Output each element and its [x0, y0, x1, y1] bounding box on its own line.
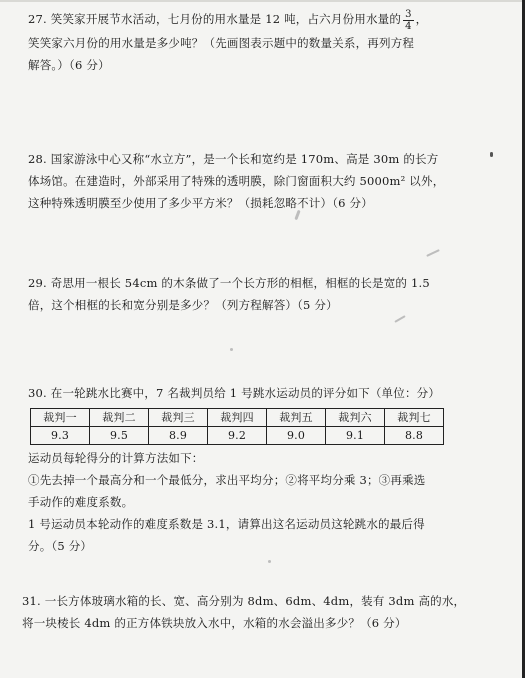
question-28-line: 体场馆。在建造时，外部采用了特殊的透明膜，除门窗面积大约 5000m² 以外， — [28, 174, 445, 188]
question-30-line: 分。（5 分） — [28, 539, 93, 553]
question-31-line: 31. 一长方体玻璃水箱的长、宽、高分别为 8dm、6dm、4dm，装有 3dm 高的水， — [22, 594, 466, 608]
score-cell: 9.3 — [31, 427, 90, 445]
scan-mark — [426, 249, 440, 257]
question-31-line: 将一块棱长 4dm 的正方体铁块放入水中，水箱的水会溢出多少？（6 分） — [22, 616, 407, 630]
scores-row — [31, 427, 444, 445]
score-cell: 8.8 — [385, 427, 444, 445]
question-28-line: 28. 国家游泳中心又称“水立方”，是一个长和宽约是 170m、高是 30m 的长方 — [28, 152, 439, 166]
score-cell: 9.2 — [208, 427, 267, 445]
judge-header-cell: 裁判二 — [90, 409, 149, 427]
score-cell: 9.5 — [90, 427, 149, 445]
question-30-line: 1 号运动员本轮动作的难度系数是 3.1，请算出这名运动员这轮跳水的最后得 — [28, 517, 425, 531]
question-31 — [22, 590, 503, 634]
question-28-line: 这种特殊透明膜至少使用了多少平方米？（损耗忽略不计）（6 分） — [28, 196, 373, 210]
judges-score-table — [30, 408, 444, 445]
fraction-numerator: 3 — [405, 8, 412, 20]
question-27-text: ， — [415, 12, 428, 26]
scan-mark — [230, 348, 233, 351]
question-28 — [28, 148, 503, 214]
method-line: ①先去掉一个最高分和一个最低分，求出平均分；②将平均分乘 3；③再乘选 — [28, 473, 426, 487]
judge-header-cell: 裁判七 — [385, 409, 444, 427]
question-27-line: 解答。）（6 分） — [28, 57, 110, 72]
judge-header-cell: 裁判四 — [208, 409, 267, 427]
judge-header-cell: 裁判五 — [267, 409, 326, 427]
question-30-intro: 30. 在一轮跳水比赛中，7 名裁判员给 1 号跳水运动员的评分如下（单位：分） — [28, 386, 441, 400]
question-29 — [28, 272, 503, 316]
question-29-line: 倍，这个相框的长和宽分别是多少？（列方程解答）（5 分） — [28, 298, 338, 312]
question-27-text: 27. 笑笑家开展节水活动，七月份的用水量是 12 吨，占六月份用水量的 — [28, 12, 402, 26]
judge-header-cell: 裁判三 — [149, 409, 208, 427]
question-27 — [28, 8, 503, 76]
method-title: 运动员每轮得分的计算方法如下： — [28, 451, 204, 465]
judges-header-row — [31, 409, 444, 427]
question-29-line: 29. 奇思用一根长 54cm 的木条做了一个长方形的相框，相框的长是宽的 1.5 — [28, 276, 430, 290]
judge-header-cell: 裁判六 — [326, 409, 385, 427]
method-line: 手动作的难度系数。 — [28, 495, 134, 509]
score-cell: 9.1 — [326, 427, 385, 445]
scan-top-edge — [0, 0, 525, 2]
question-30 — [28, 382, 503, 557]
question-27-line: 笑笑家六月份的用水量是多少吨？（先画图表示题中的数量关系，再列方程 — [28, 35, 415, 50]
fraction-denominator: 4 — [405, 20, 412, 32]
scan-mark — [394, 315, 405, 323]
question-27-line — [28, 8, 503, 32]
fraction — [403, 9, 414, 32]
scan-mark — [268, 560, 271, 563]
score-cell: 8.9 — [149, 427, 208, 445]
score-cell: 9.0 — [267, 427, 326, 445]
judge-header-cell: 裁判一 — [31, 409, 90, 427]
